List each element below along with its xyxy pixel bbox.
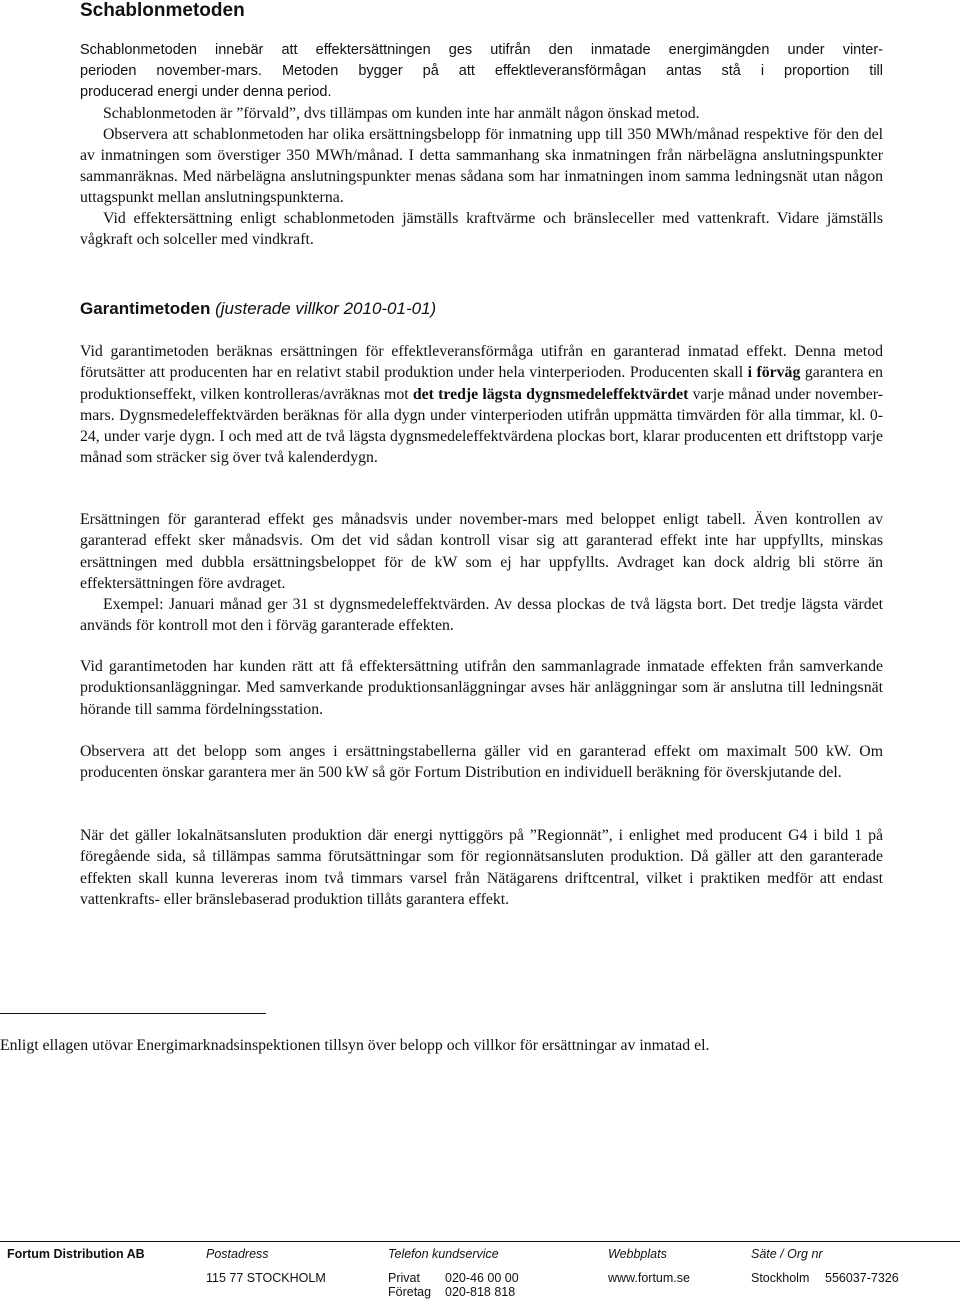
garanti-title: Garantimetoden (80, 299, 211, 318)
garanti-paragraph-2: Ersättningen för garanterad effekt ges månadsvis under november-mars med beloppet enligt tabell. Även kontrollen av garanterad effekt sker månadsvis. Om det vid sådan kontroll visar sig att garanterad effekt inte har uppfyllts, minskas ersättningen med dubbla ersättningsbeloppet för de kW som ej har uppfyllts. Avdraget kan dock aldrig bli större än effektersättningen före avdraget. (80, 511, 883, 592)
section-title-garantimetoden (80, 298, 436, 320)
footer-foretag-phone: 020-818 818 (445, 1285, 516, 1299)
footer-website-link[interactable]: www.fortum.se (608, 1271, 690, 1285)
schablon-equivalence-note: Vid effektersättning enligt schablonmetoden jämställs kraftvärme och bränsleceller med vattenkraft. Vidare jämställs vågkraft och solceller med vindkraft. (80, 210, 883, 248)
footer-privat-label: Privat (388, 1271, 420, 1285)
footer-sate-label: Säte / Org nr (751, 1247, 823, 1261)
footer-postadress-value: 115 77 STOCKHOLM (206, 1271, 326, 1285)
garanti-p1-bold-tredje-lagsta: det tredje lägsta dygnsmedeleffektvärdet (412, 385, 689, 403)
garanti-p1-text-a: Vid garantimetoden beräknas ersättningen för effektleveransförmåga utifrån en garanterad inmatad effekt. Denna metod förutsätter att producenten har en relativt stabil produktion under hela vinterperioden. Producenten skall (80, 343, 883, 382)
garanti-p1-bold-forvag: i förväg (747, 364, 801, 382)
footer-webbplats-label: Webbplats (608, 1247, 667, 1261)
footer-foretag-label: Företag (388, 1285, 432, 1299)
footer-company: Fortum Distribution AB (7, 1247, 145, 1261)
garanti-example: Exempel: Januari månad ger 31 st dygnsmedeleffektvärden. Av dessa plockas de två lägsta bort. Det tredje lägsta värdet används för kontroll mot den i förväg garanterade effekten. (80, 596, 883, 635)
footer-divider (0, 1241, 960, 1242)
garanti-p1-text-e: varje månad under november-mars. Dygnsmedeleffektvärden beräknas för alla dygn under vinterperioden utifrån uppmätta timvärden för alla timmar, kl. 0-24, under varje dygn. I och med att de två lägsta dygnsmedeleffektvärdena plockas bort, klarar producenten ett driftstopp varje månad som sträcker sig över två kalenderdygn. (80, 385, 883, 467)
footer-sate-value: Stockholm (751, 1271, 810, 1285)
schablon-intro-line-3: producerad energi under denna period. (80, 84, 332, 100)
schablon-intro-line-2: perioden november-mars. Metoden bygger på att effektleveransförmågan antas stå i proportion till (80, 63, 883, 79)
schablon-350mwh-note: Observera att schablonmetoden har olika ersättningsbelopp för inmatning upp till 350 MWh/månad respektive för den del av inmatningen som överstiger 350 MWh/månad. I detta sammanhang ska inmatningen från närbelägna anslutningspunkter sammanräknas. Med närbelägna anslutningspunkter menas sådana som har inmatningen inom samma ledningsnät utan någon uttagspunkt mellan anslutningspunkterna. (80, 126, 883, 206)
footer-postadress-label: Postadress (206, 1247, 269, 1261)
schablon-default-note: Schablonmetoden är ”förvald”, dvs tillämpas om kunden inte har anmält någon önskad metod. (103, 105, 700, 122)
footnote-divider (0, 1013, 266, 1014)
garanti-paragraph-5: Observera att det belopp som anges i ersättningstabellerna gäller vid en garanterad effekt om maximalt 500 kW. Om producenten önskar garantera mer än 500 kW så gör Fortum Distribution en individuell beräkning för överskjutande del. (80, 743, 883, 782)
section-title-schablonmetoden: Schablonmetoden (80, 0, 245, 21)
footer-telefon-label: Telefon kundservice (388, 1247, 499, 1261)
garanti-paragraph-4: Vid garantimetoden har kunden rätt att få effektersättning utifrån den sammanlagrade inmatade effekten från samverkande produktionsanläggningar. Med samverkande produktionsanläggningar avses här anläggningar som är anslutna till ledningsnät hörande till samma fördelningsstation. (80, 658, 883, 718)
schablon-paragraph-intro (80, 40, 883, 250)
garanti-paragraph-1 (80, 341, 883, 469)
schablon-intro-line-1: Schablonmetoden innebär att effektersättningen ges utifrån den inmatade energimängden under vinter- (80, 42, 883, 58)
garanti-paragraph-2-group (80, 509, 883, 637)
footnote: Enligt ellagen utövar Energimarknadsinspektionen tillsyn över belopp och villkor för ersättningar av inmatad el. (0, 1037, 710, 1054)
garanti-p1-text-c: garantera en produktionseffekt, vilken kontrolleras/avräknas mot (80, 364, 883, 403)
garanti-subtitle: (justerade villkor 2010-01-01) (215, 299, 437, 318)
footer-orgnr-value: 556037-7326 (825, 1271, 899, 1285)
garanti-paragraph-6: När det gäller lokalnätsansluten produktion där energi nyttiggörs på ”Regionnät”, i enlighet med producent G4 i bild 1 på föregående sida, så tillämpas samma förutsättningar som för regionnätsansluten produktion. Då gäller att den garanterade effekten skall kunna levereras inom två timmars varsel från Nätägarens driftcentral, vilket i praktiken medför att endast vattenkrafts- eller bränslebaserad produktion tillåts garantera effekt. (80, 827, 883, 908)
footer-privat-phone: 020-46 00 00 (445, 1271, 519, 1285)
